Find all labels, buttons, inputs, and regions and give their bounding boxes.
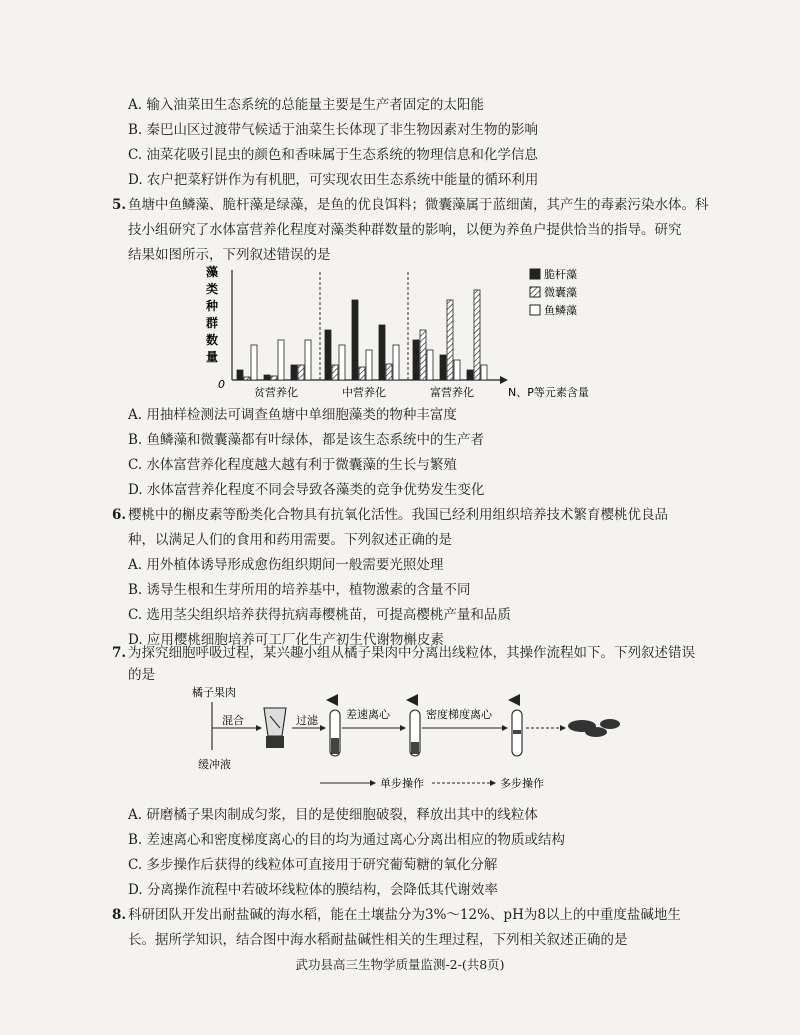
x-axis-label: N、P等元素含量	[508, 386, 589, 399]
y-axis-label-char: 量	[206, 350, 219, 364]
differential-centrifugation-label: 差速离心	[346, 708, 390, 721]
q7-number: 7.	[112, 645, 127, 661]
bar-脆杆藻	[291, 365, 297, 380]
legend-swatch	[530, 269, 540, 279]
bar-脆杆藻	[264, 375, 270, 380]
legend-label: 脆杆藻	[544, 268, 577, 281]
bar-脆杆藻	[352, 300, 358, 380]
q4-option-b: B. 秦巴山区过渡带气候适于油菜生长体现了非生物因素对生物的影响	[128, 122, 539, 138]
bar-脆杆藻	[413, 340, 419, 380]
y-axis-label-char: 类	[206, 282, 219, 296]
mix-arrowhead-icon	[256, 725, 262, 731]
bar-鱼鳞藻	[454, 360, 460, 380]
blender-icon	[264, 708, 286, 748]
y-axis-label-char: 种	[206, 299, 219, 313]
q5-stem-line3: 结果如图所示，下列叙述错误的是	[128, 247, 331, 263]
q6-option-c: C. 选用茎尖组织培养获得抗病毒樱桃苗，可提高樱桃产量和品质	[128, 607, 511, 623]
q5-stem-line2: 技小组研究了水体富营养化程度对藻类种群数量的影响，以便为养鱼户提供恰当的指导。研究	[128, 222, 682, 238]
bar-鱼鳞藻	[278, 340, 284, 380]
multi-step-label: 多步操作	[500, 777, 544, 790]
density-gradient-label: 密度梯度离心	[426, 708, 492, 721]
filter-label: 过滤	[296, 714, 318, 727]
bar-微囊藻	[244, 377, 250, 380]
q6-option-d: D. 应用樱桃细胞培养可工厂化生产初生代谢物槲皮素	[128, 632, 444, 648]
legend-label: 微囊藻	[544, 286, 577, 299]
mix-label: 混合	[222, 714, 244, 727]
bar-鱼鳞藻	[366, 350, 372, 380]
test-tube-icon	[326, 694, 340, 756]
q6-number: 6.	[112, 507, 127, 523]
legend-swatch	[530, 287, 540, 297]
bar-微囊藻	[271, 376, 277, 380]
density-arrowhead-icon	[502, 725, 508, 731]
bar-微囊藻	[298, 365, 304, 380]
category-label: 富营养化	[430, 386, 474, 399]
q5-option-a: A. 用抽样检测法可调查鱼塘中单细胞藻类的物种丰富度	[128, 407, 457, 423]
bar-微囊藻	[474, 290, 480, 380]
test-tube-icon	[508, 694, 522, 756]
bar-鱼鳞藻	[251, 345, 257, 380]
bar-鱼鳞藻	[339, 345, 345, 380]
algae-bar-chart	[200, 262, 620, 402]
q7-stem-line1: 为探究细胞呼吸过程，某兴趣小组从橘子果肉中分离出线粒体，其操作流程如下。下列叙述错误	[128, 645, 695, 661]
bar-鱼鳞藻	[427, 350, 433, 380]
orange-pulp-label: 橘子果肉	[192, 686, 236, 699]
final-arrowhead-icon	[560, 725, 566, 731]
bar-鱼鳞藻	[305, 340, 311, 380]
q5-option-c: C. 水体富营养化程度越大越有利于微囊藻的生长与繁殖	[128, 457, 457, 473]
legend-swatch	[530, 305, 540, 315]
q6-option-a: A. 用外植体诱导形成愈伤组织期间一般需要光照处理	[128, 557, 444, 573]
bar-脆杆藻	[379, 325, 385, 380]
bar-微囊藻	[447, 300, 453, 380]
q7-option-c: C. 多步操作后获得的线粒体可直接用于研究葡萄糖的氧化分解	[128, 857, 498, 873]
y-axis-label-char: 藻	[206, 265, 219, 279]
x-axis-arrow-icon	[500, 376, 508, 384]
filter-arrowhead-icon	[320, 725, 326, 731]
q4-option-d: D. 农户把菜籽饼作为有机肥，可实现农田生态系统中能量的循环利用	[128, 172, 539, 188]
multi-step-arrowhead-icon	[490, 780, 496, 786]
q7-option-d: D. 分离操作流程中若破坏线粒体的膜结构，会降低其代谢效率	[128, 882, 498, 898]
origin-label: 0	[218, 378, 225, 391]
mitochondria-icon	[568, 719, 620, 737]
category-label: 中营养化	[342, 386, 386, 399]
q6-option-b: B. 诱导生根和生芽所用的培养基中，植物激素的含量不同	[128, 582, 471, 598]
single-step-label: 单步操作	[380, 777, 424, 790]
q4-option-a: A. 输入油菜田生态系统的总能量主要是生产者固定的太阳能	[128, 97, 484, 113]
bar-脆杆藻	[440, 355, 446, 380]
page-footer: 武功县高三生物学质量监测-2-(共8页)	[295, 957, 505, 972]
q7-option-b: B. 差速离心和密度梯度离心的目的均为通过离心分离出相应的物质或结构	[128, 832, 566, 848]
bar-微囊藻	[332, 365, 338, 380]
q6-stem-line2: 种，以满足人们的食用和药用需要。下列叙述正确的是	[128, 532, 452, 548]
diff-arrowhead-icon	[400, 725, 406, 731]
test-tube-icon	[406, 694, 420, 756]
q5-stem-line1: 鱼塘中鱼鳞藻、脆杆藻是绿藻，是鱼的优良饵料；微囊藻属于蓝细菌，其产生的毒素污染水体。科	[128, 197, 709, 213]
q8-stem-line1: 科研团队开发出耐盐碱的海水稻，能在土壤盐分为3%～12%、pH为8以上的中重度盐碱地生	[128, 907, 681, 923]
bar-鱼鳞藻	[481, 365, 487, 380]
y-axis-label-char: 群	[206, 316, 219, 330]
y-axis-label-char: 数	[206, 333, 219, 347]
bar-鱼鳞藻	[393, 345, 399, 380]
bar-微囊藻	[359, 367, 365, 380]
legend-label: 鱼鳞藻	[544, 304, 577, 317]
y-axis-label	[205, 264, 218, 364]
buffer-label: 缓冲液	[198, 758, 231, 771]
q5-number: 5.	[112, 197, 127, 213]
mitochondria-flow-diagram	[170, 680, 630, 800]
q6-stem-line1: 樱桃中的槲皮素等酚类化合物具有抗氧化活性。我国已经利用组织培养技术繁育樱桃优良品	[128, 507, 668, 523]
bar-脆杆藻	[237, 370, 243, 380]
q5-option-d: D. 水体富营养化程度不同会导致各藻类的竞争优势发生变化	[128, 482, 485, 498]
bar-微囊藻	[386, 364, 392, 380]
q4-option-c: C. 油菜花吸引昆虫的颜色和香味属于生态系统的物理信息和化学信息	[128, 147, 538, 163]
bar-脆杆藻	[325, 330, 331, 380]
q7-option-a: A. 研磨橘子果肉制成匀浆，目的是使细胞破裂，释放出其中的线粒体	[128, 807, 538, 823]
category-label: 贫营养化	[254, 386, 298, 399]
q7-stem-line2: 的是	[128, 667, 155, 683]
bar-微囊藻	[420, 330, 426, 380]
single-step-arrowhead-icon	[370, 780, 376, 786]
q8-number: 8.	[112, 907, 127, 923]
q5-option-b: B. 鱼鳞藻和微囊藻都有叶绿体，都是该生态系统中的生产者	[128, 432, 485, 448]
bar-脆杆藻	[467, 370, 473, 380]
q8-stem-line2: 长。据所学知识，结合图中海水稻耐盐碱性相关的生理过程，下列相关叙述正确的是	[128, 932, 628, 948]
